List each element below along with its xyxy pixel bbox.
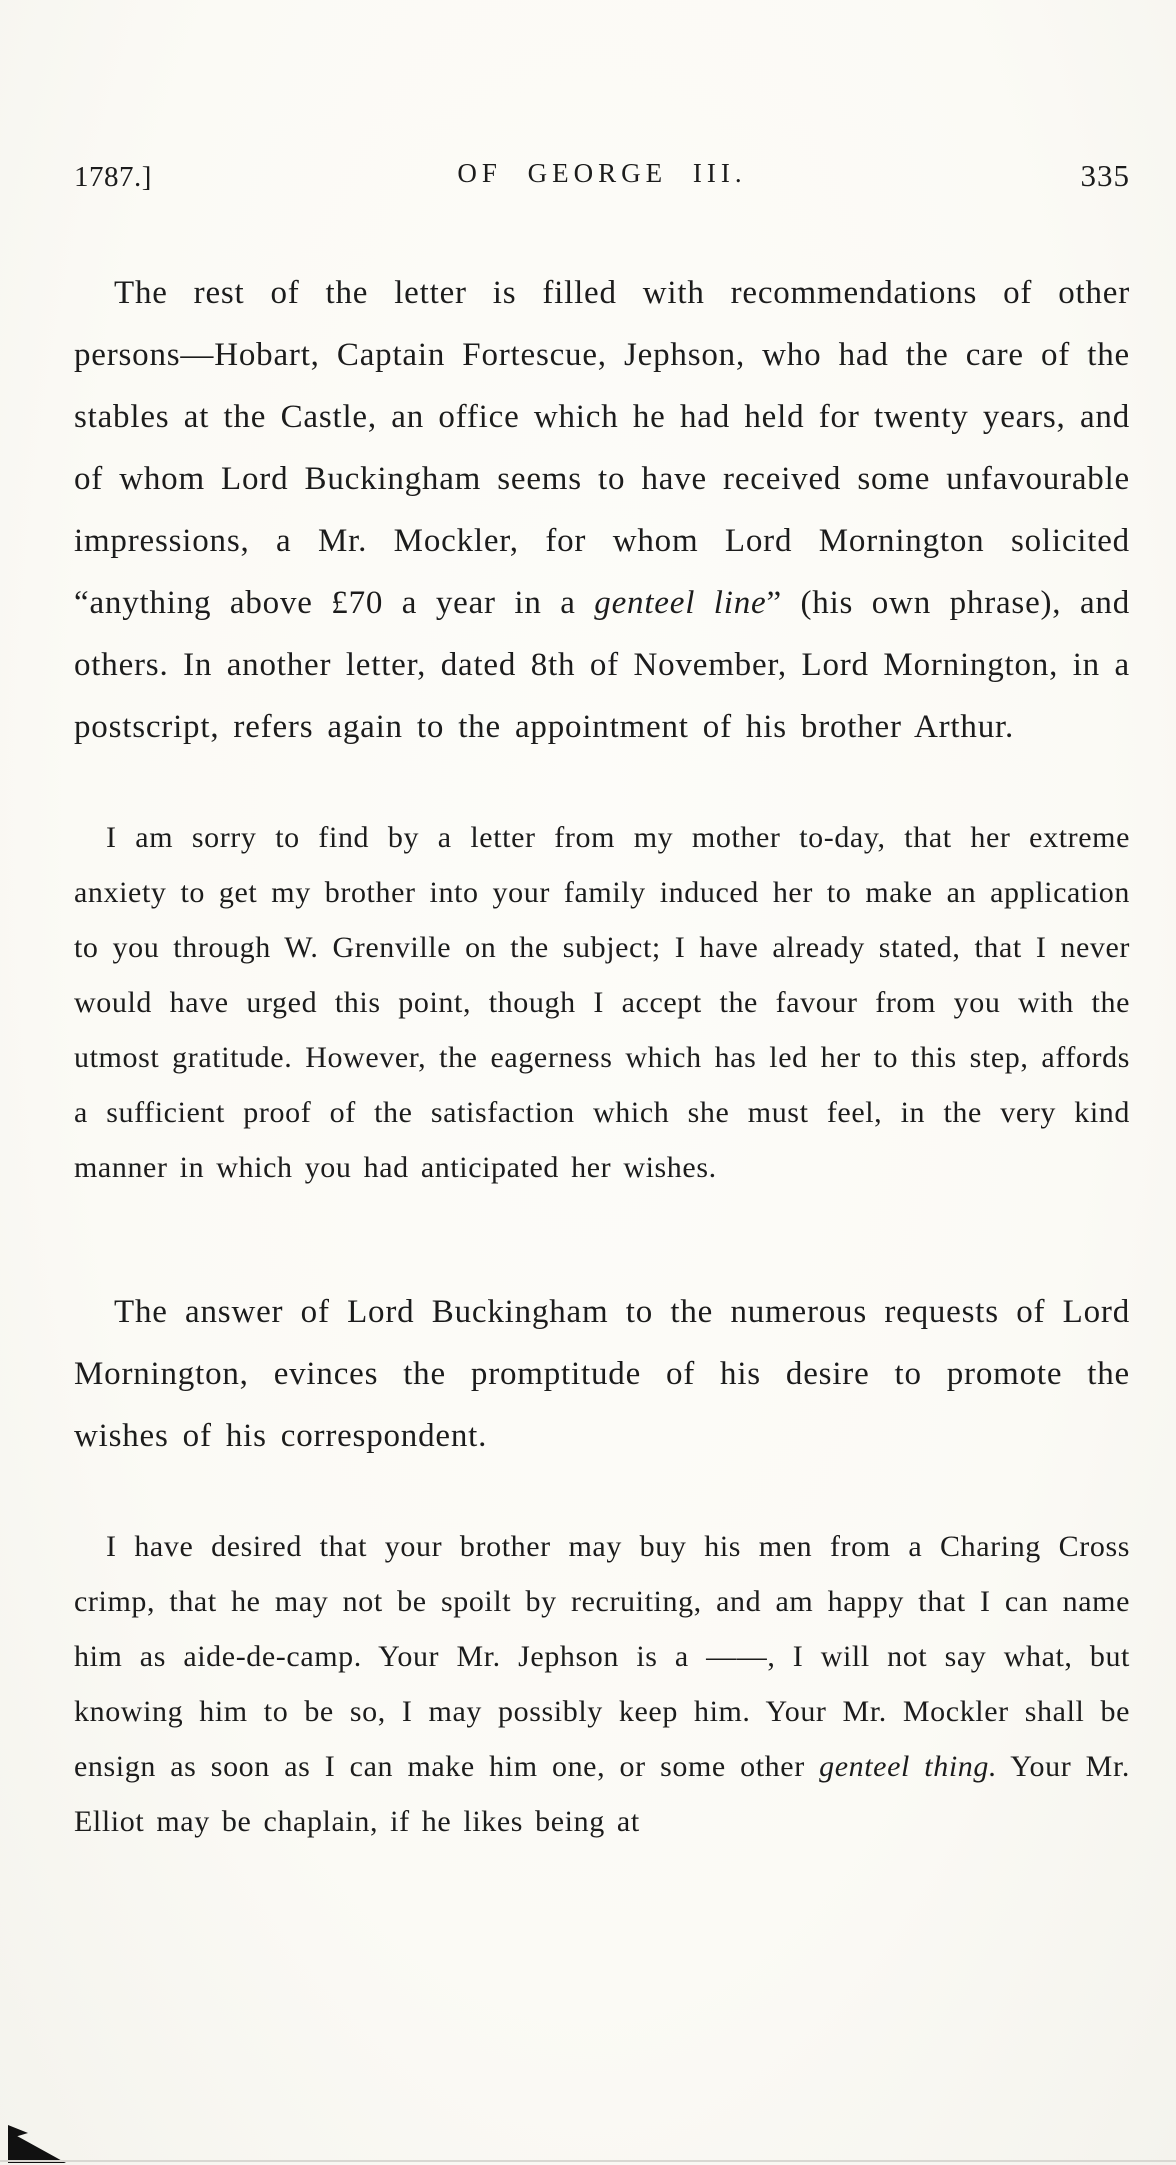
text-run: I am sorry to find by a letter from my mother to-day, that her extreme anxiety to get my brother into your family induced her to make an application to you through W. Grenville on the subject; I have already stated, that I never would have urged this point, though I accept the favour from you with the utmost gratitude. However, the eagerness which has led her to this step, affords a sufficient proof of the satisfaction which she must feel, in the very kind manner in which you had anticipated her wishes. [74, 821, 1130, 1184]
text-run: I have desired that your brother may buy his men from a Charing Cross crimp, that he may not be spoilt by recruiting, and am happy that I can name him as aide-de-camp. Your Mr. Jephson is a ——, I will not say what, but knowing him to be so, I may possibly keep him. Your Mr. Mockler shall be ensign as soon as I can make him one, or some other [74, 1530, 1130, 1783]
scan-corner-artifact [8, 2125, 70, 2163]
header-date-marker: 1787.] [74, 161, 152, 193]
italic-text-run: genteel line [594, 585, 767, 621]
text-run: The answer of Lord Buckingham to the numerous requests of Lord Mornington, evinces the promptitude of his desire to promote the wishes of his correspondent. [74, 1294, 1130, 1454]
paragraph-letter [74, 1519, 1130, 1849]
text-run: ” (his own phrase), and others. In another letter, dated 8th of November, Lord Mornington, in a postscript, refers again to the appointment of his brother Arthur. [74, 585, 1130, 745]
header-page-number: 335 [1080, 158, 1130, 193]
page-bottom-edge-shadow [0, 2160, 1176, 2162]
paragraph-letter [74, 810, 1130, 1195]
header-running-title: OF GEORGE III. [457, 158, 747, 188]
paragraph-narrative [74, 1281, 1130, 1467]
text-run: The rest of the letter is filled with recommendations of other persons—Hobart, Captain Fortescue, Jephson, who had the care of the stables at the Castle, an office which he had held for twenty years, and of whom Lord Buckingham seems to have received some unfavourable impressions, a Mr. Mockler, for whom Lord Mornington solicited “anything above £70 a year in a [74, 275, 1130, 621]
running-head [74, 158, 1130, 192]
page-body [74, 262, 1130, 1849]
text-run: Your Mr. Elliot may be chaplain, if he likes being at [74, 1750, 1130, 1838]
italic-text-run: genteel thing. [819, 1750, 998, 1783]
paragraph-narrative [74, 262, 1130, 758]
